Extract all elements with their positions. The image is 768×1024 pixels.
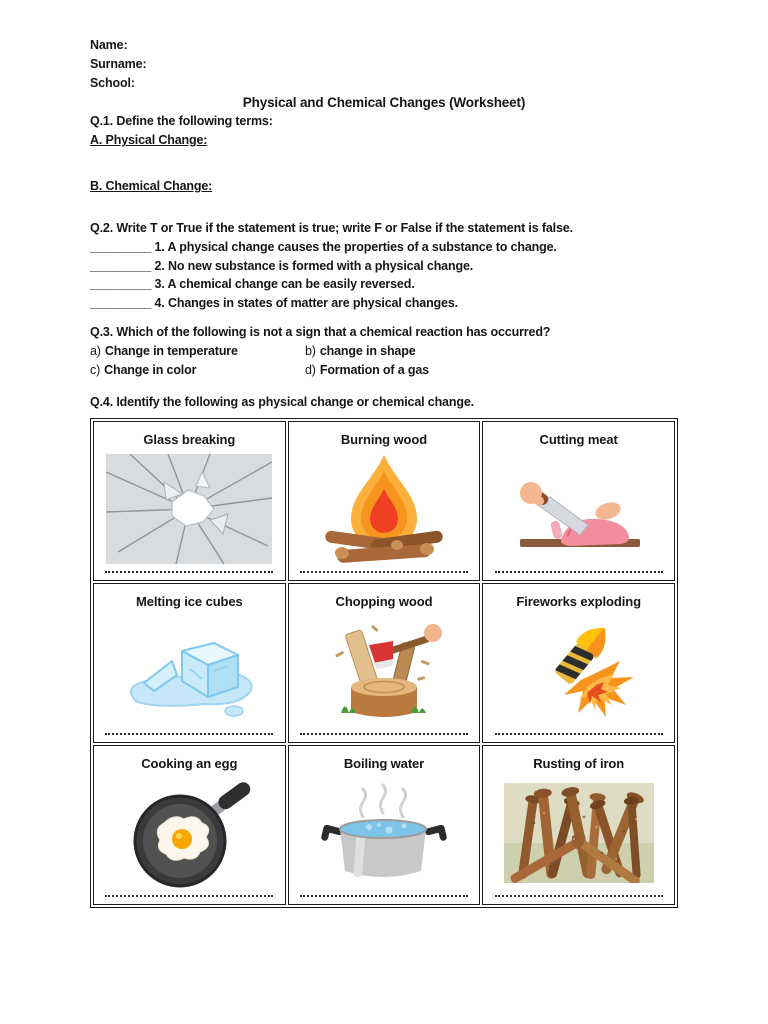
- option-text: change in shape: [319, 344, 416, 358]
- q3-option-b: [305, 342, 678, 361]
- q2-statement-text: 3. A chemical change can be easily reversed.: [154, 277, 415, 291]
- firework-rocket-icon: [504, 609, 654, 733]
- q4-cell-melting-ice: [93, 583, 286, 743]
- q2-statement-row: [90, 294, 678, 313]
- option-letter: b): [305, 344, 316, 358]
- answer-blank: _________: [90, 277, 152, 291]
- q4-cell-glass-breaking: [93, 421, 286, 581]
- option-letter: a): [90, 344, 101, 358]
- melting-ice-icon: [114, 609, 264, 733]
- cell-title: Chopping wood: [335, 594, 433, 609]
- answer-dotted-line: [300, 733, 468, 735]
- option-text: Change in temperature: [104, 344, 238, 358]
- cell-title: Burning wood: [340, 432, 428, 447]
- q4-table: [90, 418, 678, 908]
- q3-option-c: [90, 361, 305, 380]
- q4-cell-cutting-meat: [482, 421, 675, 581]
- q4-cell-fireworks: [482, 583, 675, 743]
- answer-blank: _________: [90, 258, 152, 273]
- q2-prompt: Q.2. Write T or True if the statement is true; write F or False if the statement is false.: [90, 221, 573, 235]
- cell-title: Melting ice cubes: [135, 594, 243, 609]
- q1-part-b-heading: B. Chemical Change:: [90, 179, 213, 193]
- answer-dotted-line: [105, 733, 273, 735]
- q4-cell-boiling-water: [288, 745, 481, 905]
- frying-pan-egg-icon: [114, 771, 264, 895]
- cell-title: Cooking an egg: [141, 756, 238, 771]
- q2-statement-row: [90, 238, 678, 257]
- q4-cell-chopping-wood: [288, 583, 481, 743]
- answer-dotted-line: [300, 895, 468, 897]
- cell-title: Fireworks exploding: [516, 594, 641, 609]
- q4-table-row: [93, 745, 675, 905]
- option-letter: c): [90, 362, 101, 377]
- broken-glass-icon: [106, 447, 272, 571]
- answer-dotted-line: [300, 571, 468, 573]
- q1-prompt: Q.1. Define the following terms:: [90, 114, 273, 128]
- option-text: Formation of a gas: [319, 362, 429, 377]
- q3-prompt: Q.3. Which of the following is not a sign that a chemical reaction has occurred?: [90, 325, 551, 339]
- q2-statement-text: 2. No new substance is formed with a physical change.: [154, 258, 474, 273]
- answer-blank: _________: [90, 295, 152, 310]
- chopping-wood-icon: [309, 609, 459, 733]
- cell-title: Boiling water: [343, 756, 425, 771]
- q1-part-a-heading: A. Physical Change:: [90, 133, 208, 147]
- campfire-icon: [309, 447, 459, 571]
- cutting-meat-icon: [504, 447, 654, 571]
- q4-cell-burning-wood: [288, 421, 481, 581]
- q2-statement-row: [90, 275, 678, 294]
- q2-statement-text: 1. A physical change causes the properties of a substance to change.: [154, 240, 557, 254]
- answer-dotted-line: [495, 895, 663, 897]
- page-title: Physical and Chemical Changes (Worksheet): [242, 95, 526, 110]
- cell-title: Glass breaking: [143, 432, 236, 447]
- surname-label: Surname:: [90, 57, 147, 71]
- rusty-nails-icon: [504, 771, 654, 895]
- cell-title: Rusting of iron: [533, 756, 625, 771]
- q4-table-row: [93, 421, 675, 581]
- q4-table-row: [93, 583, 675, 743]
- cell-title: Cutting meat: [539, 432, 618, 447]
- answer-dotted-line: [495, 733, 663, 735]
- q3-option-a: [90, 342, 305, 361]
- school-label: School:: [90, 76, 135, 90]
- q4-cell-rusting-iron: [482, 745, 675, 905]
- option-text: Change in color: [104, 362, 197, 377]
- q4-prompt: Q.4. Identify the following as physical change or chemical change.: [90, 395, 474, 409]
- option-letter: d): [305, 362, 316, 377]
- q3-options: [90, 342, 678, 379]
- name-label: Name:: [90, 38, 128, 52]
- answer-dotted-line: [105, 895, 273, 897]
- q2-statement-row: [90, 257, 678, 276]
- answer-blank: _________: [90, 240, 152, 254]
- q4-cell-cooking-egg: [93, 745, 286, 905]
- answer-dotted-line: [105, 571, 273, 573]
- q2-statement-text: 4. Changes in states of matter are physical changes.: [154, 295, 458, 310]
- q3-option-d: [305, 361, 678, 380]
- boiling-pot-icon: [309, 771, 459, 895]
- answer-dotted-line: [495, 571, 663, 573]
